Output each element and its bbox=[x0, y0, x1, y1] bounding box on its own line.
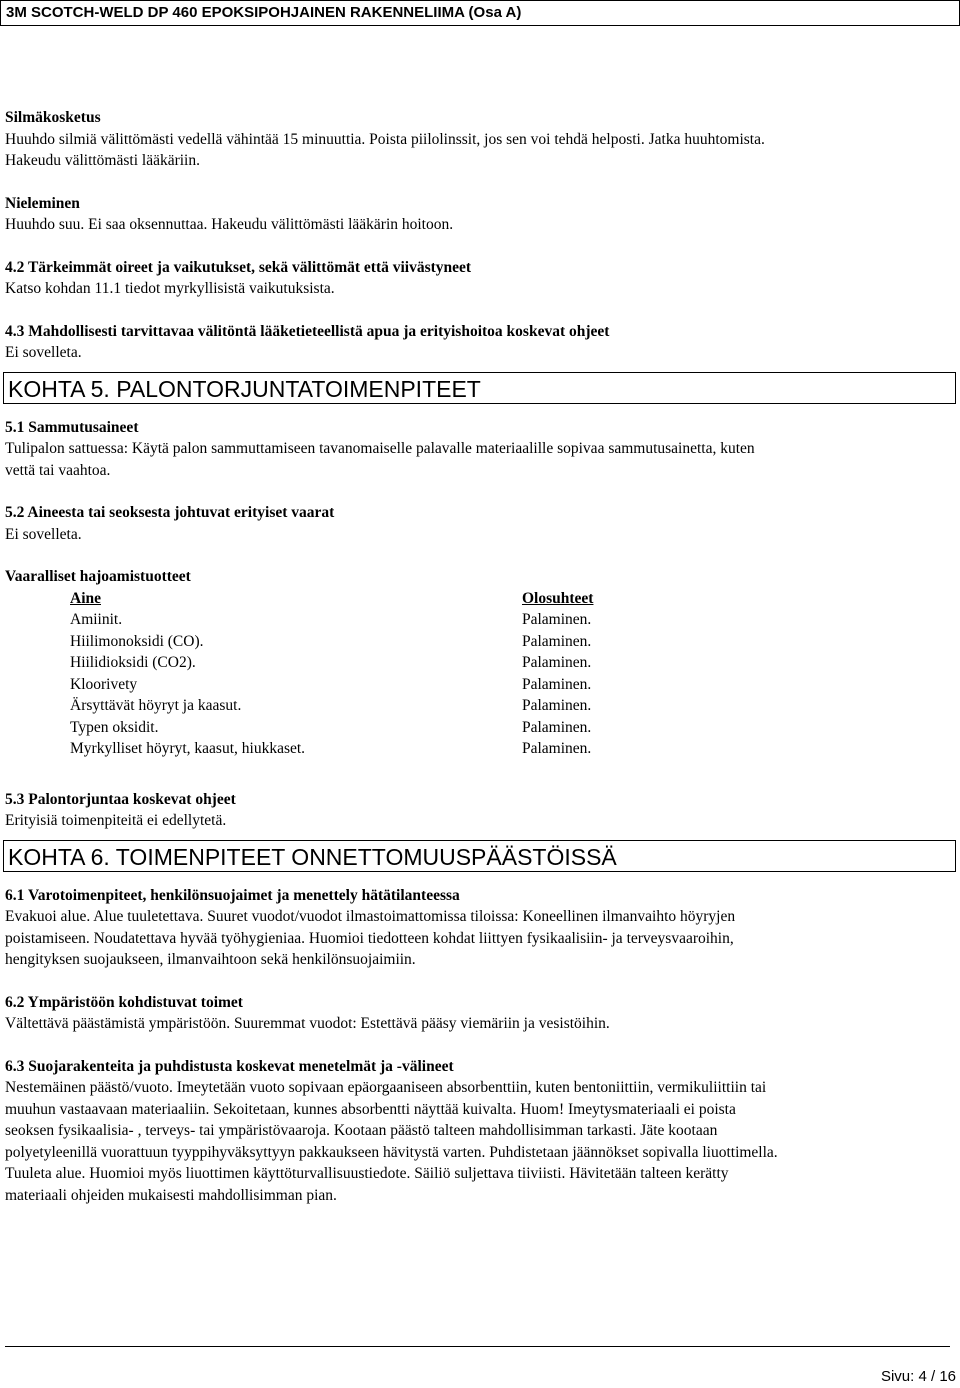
subsection-6-3-text-4: polyetyleenillä vuorattuun tyyppihyväksyttyyn pakkaukseen hävitystä varten. Puhdistetaan jäännökset sopivalla liuottimella. bbox=[5, 1143, 778, 1161]
subsection-5-1-text-1: Tulipalon sattuessa: Käytä palon sammuttamiseen tavanomaiselle palavalle materiaalille sopivaa sammutusainetta, kuten bbox=[5, 440, 755, 457]
document-body bbox=[5, 107, 955, 1206]
ingestion-text: Huuhdo suu. Ei saa oksennuttaa. Hakeudu välittömästi lääkärin hoitoon. bbox=[5, 216, 454, 233]
subsection-5-3-text: Erityisiä toimenpiteitä ei edellytetä. bbox=[5, 812, 227, 829]
table-header-row bbox=[70, 588, 593, 610]
substance-cell: Typen oksidit. bbox=[70, 718, 159, 736]
eye-contact-text-1: Huuhdo silmiä välittömästi vedellä vähintää 15 minuuttia. Poista piilolinssit, jos sen voi tehdä helposti. Jatka huuhtomista. bbox=[5, 130, 765, 148]
document-title: 3M SCOTCH-WELD DP 460 EPOKSIPOHJAINEN RAKENNELIIMA (Osa A) bbox=[6, 4, 522, 21]
eye-contact-heading: Silmäkosketus bbox=[5, 109, 101, 126]
table-row bbox=[70, 609, 593, 631]
subsection-4-2-heading: 4.2 Tärkeimmät oireet ja vaikutukset, sekä välittömät että viivästyneet bbox=[5, 258, 472, 276]
condition-cell: Palaminen. bbox=[522, 654, 592, 671]
document-header bbox=[0, 0, 960, 26]
subsection-6-3-text-6: materiaali ohjeiden mukaisesti mahdollisimman pian. bbox=[5, 1186, 337, 1204]
hazard-products-heading: Vaaralliset hajoamistuotteet bbox=[5, 568, 191, 585]
col-substance-header: Aine bbox=[70, 589, 101, 607]
subsection-6-3-text-1: Nestemäinen päästö/vuoto. Imeytetään vuoto sopivaan epäorgaaniseen absorbenttiin, kuten bentoniittiin, vermikuliittiin tai bbox=[5, 1079, 767, 1096]
page-number: Sivu: 4 / 16 bbox=[880, 1368, 956, 1385]
subsection-6-3-text-3: seoksen fysikaalisia- , terveys- tai ympäristövaaroja. Kootaan päästö talteen mahdollisimman tarkasti. Jäte kootaan bbox=[5, 1122, 718, 1139]
eye-contact-text-2: Hakeudu välittömästi lääkäriin. bbox=[5, 152, 200, 169]
table-row bbox=[70, 652, 593, 674]
footer-divider bbox=[5, 1346, 950, 1347]
subsection-5-2-text: Ei sovelleta. bbox=[5, 525, 82, 543]
subsection-6-1-text-2: poistamiseen. Noudatettava hyvää työhygieniaa. Huomioi tiedotteen kohdat liittyen fysikaalisiin- ja terveysvaaroihin, bbox=[5, 929, 734, 947]
col-condition-header: Olosuhteet bbox=[522, 589, 594, 607]
subsection-5-1-heading: 5.1 Sammutusaineet bbox=[5, 418, 139, 436]
subsection-6-1-text-3: hengityksen suojaukseen, ilmanvaihtoon sekä henkilönsuojaimiin. bbox=[5, 951, 416, 968]
substance-cell: Amiinit. bbox=[70, 611, 123, 628]
condition-cell: Palaminen. bbox=[522, 632, 592, 650]
table-row bbox=[70, 674, 593, 696]
subsection-4-2-text: Katso kohdan 11.1 tiedot myrkyllisistä vaikutuksista. bbox=[5, 280, 335, 297]
table-row bbox=[70, 695, 593, 717]
substance-cell: Hiilimonoksidi (CO). bbox=[70, 632, 204, 650]
section-6-title: KOHTA 6. TOIMENPITEET ONNETTOMUUSPÄÄSTÖISSÄ bbox=[3, 840, 956, 872]
subsection-6-3-text-2: muuhun vastaavaan materiaaliin. Sekoitetaan, kunnes absorbentti näyttää kuivalta. Huom! Imeytysmateriaali ei poista bbox=[5, 1100, 736, 1118]
substance-cell: Myrkylliset höyryt, kaasut, hiukkaset. bbox=[70, 740, 306, 757]
subsection-4-3-text: Ei sovelleta. bbox=[5, 344, 82, 361]
subsection-6-2-heading: 6.2 Ympäristöön kohdistuvat toimet bbox=[5, 993, 243, 1011]
ingestion-heading: Nieleminen bbox=[5, 194, 80, 212]
condition-cell: Palaminen. bbox=[522, 740, 592, 757]
substance-cell: Ärsyttävät höyryt ja kaasut. bbox=[70, 697, 242, 714]
subsection-5-1-text-2: vettä tai vaahtoa. bbox=[5, 461, 111, 479]
section-5-title: KOHTA 5. PALONTORJUNTATOIMENPITEET bbox=[3, 372, 956, 404]
substance-cell: Hiilidioksidi (CO2). bbox=[70, 654, 196, 671]
subsection-5-2-heading: 5.2 Aineesta tai seoksesta johtuvat erityiset vaarat bbox=[5, 504, 335, 521]
substance-cell: Kloorivety bbox=[70, 675, 138, 693]
subsection-6-2-text: Vältettävä päästämistä ympäristöön. Suuremmat vuodot: Estettävä pääsy viemäriin ja vesistöihin. bbox=[5, 1015, 610, 1032]
subsection-6-3-heading: 6.3 Suojarakenteita ja puhdistusta koskevat menetelmät ja -välineet bbox=[5, 1057, 454, 1075]
subsection-4-3-heading: 4.3 Mahdollisesti tarvittavaa välitöntä lääketieteellistä apua ja erityishoitoa koskevat ohjeet bbox=[5, 322, 610, 340]
subsection-6-1-heading: 6.1 Varotoimenpiteet, henkilönsuojaimet ja menettely hätätilanteessa bbox=[5, 886, 460, 904]
subsection-6-3-text-5: Tuuleta alue. Huomioi myös liuottimen käyttöturvallisuustiedote. Säiliö suljettava tiiviisti. Hävitetään talteen kerätty bbox=[5, 1165, 729, 1182]
hazard-products-table bbox=[70, 588, 593, 760]
condition-cell: Palaminen. bbox=[522, 611, 592, 628]
table-row bbox=[70, 717, 593, 739]
table-row bbox=[70, 738, 593, 760]
condition-cell: Palaminen. bbox=[522, 697, 592, 714]
condition-cell: Palaminen. bbox=[522, 718, 592, 736]
condition-cell: Palaminen. bbox=[522, 675, 592, 693]
subsection-6-1-text-1: Evakuoi alue. Alue tuuletettava. Suuret vuodot/vuodot ilmastoimattomissa tiloissa: Koneellinen ilmanvaihto höyryjen bbox=[5, 908, 736, 925]
table-row bbox=[70, 631, 593, 653]
subsection-5-3-heading: 5.3 Palontorjuntaa koskevat ohjeet bbox=[5, 790, 236, 808]
